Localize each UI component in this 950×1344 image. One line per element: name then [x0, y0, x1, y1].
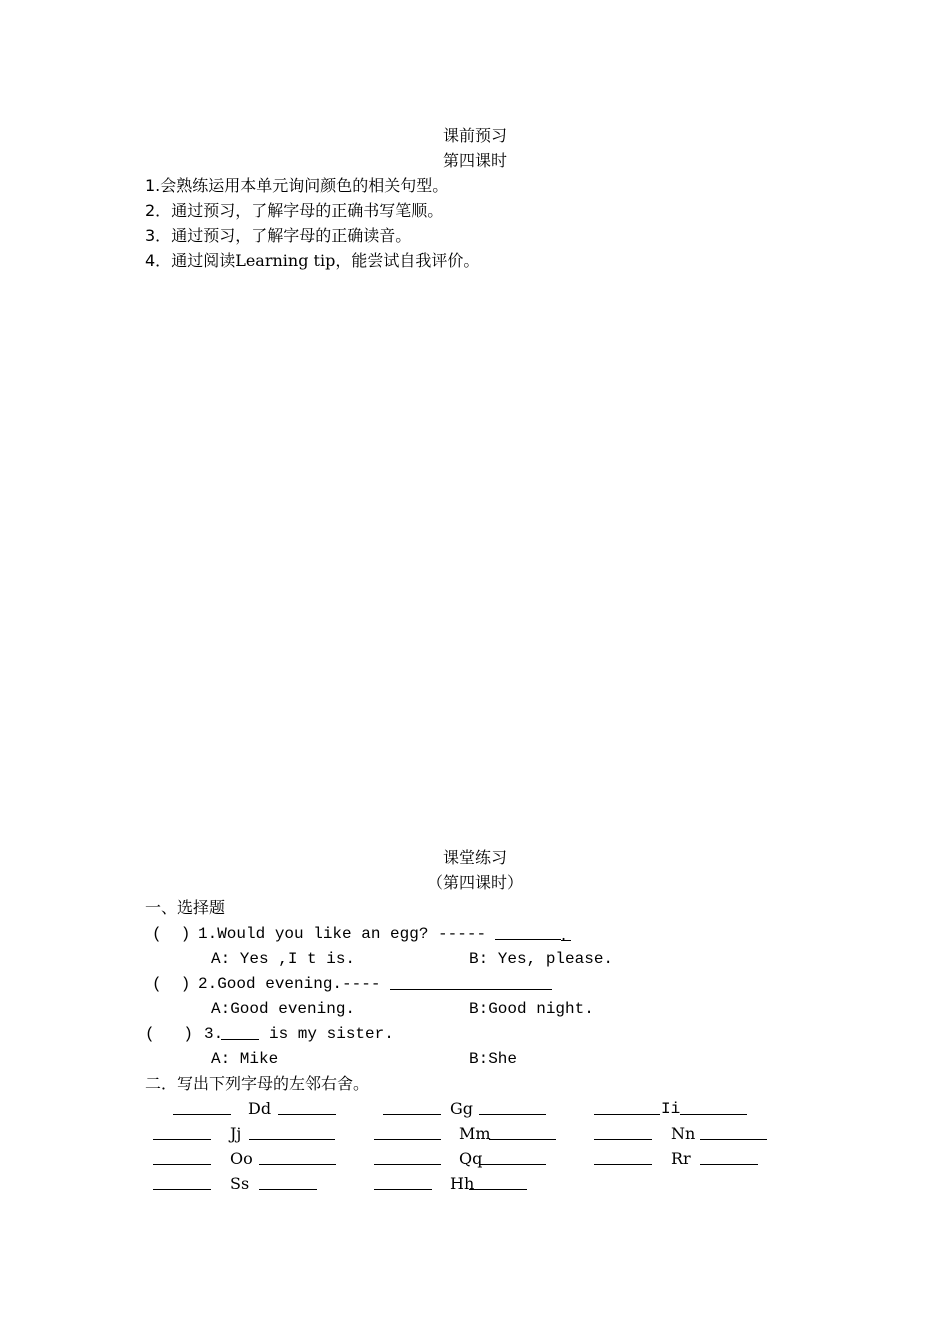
objective-number: 4．	[145, 251, 172, 270]
q1-end: .	[561, 925, 571, 941]
q2-option-b: B:Good night.	[469, 1000, 594, 1018]
objective-item	[145, 176, 448, 196]
letter-blank[interactable]	[374, 1124, 441, 1145]
q2-option-a: A:Good evening.	[211, 1000, 356, 1018]
q1-answer-blank[interactable]	[495, 924, 571, 945]
letter-blank[interactable]	[594, 1124, 652, 1145]
section2-heading: 二．写出下列字母的左邻右舍。	[145, 1074, 370, 1093]
letter-label: Ss	[230, 1174, 250, 1193]
letter-label: Dd	[248, 1099, 272, 1118]
objective-text: 通过预习，了解字母的正确书写笔顺。	[171, 201, 444, 220]
preview-title: 课前预习	[442, 126, 507, 145]
objective-number: 1.	[145, 176, 161, 195]
q2-stem: 2.Good evening.----	[198, 975, 381, 993]
letter-blank[interactable]	[153, 1149, 211, 1170]
objective-text: 通过阅读Learning tip，能尝试自我评价。	[171, 251, 480, 270]
letter-blank[interactable]	[700, 1149, 758, 1170]
q2-paren: ( )	[152, 975, 191, 993]
letter-blank[interactable]	[383, 1099, 441, 1120]
q1-option-b: B: Yes, please.	[469, 950, 614, 968]
letter-blank[interactable]	[489, 1124, 556, 1145]
letter-blank[interactable]	[594, 1099, 660, 1120]
letter-blank[interactable]	[374, 1174, 432, 1195]
objective-number: 3．	[145, 226, 172, 245]
letter-blank[interactable]	[700, 1124, 767, 1145]
letter-label: Jj	[230, 1124, 242, 1143]
q3-stem-pre: 3.	[204, 1025, 224, 1043]
letter-blank[interactable]	[278, 1099, 336, 1120]
objective-number: 2．	[145, 201, 172, 220]
letter-blank[interactable]	[153, 1124, 211, 1145]
objective-item	[145, 201, 443, 221]
letter-blank[interactable]	[469, 1174, 527, 1195]
letter-blank[interactable]	[374, 1149, 441, 1170]
q3-stem-post: is my sister.	[269, 1025, 394, 1043]
objective-item	[145, 226, 411, 246]
letter-label: Ii	[661, 1100, 681, 1118]
letter-blank[interactable]	[153, 1174, 211, 1195]
letter-label: Nn	[671, 1124, 696, 1143]
q3-option-b: B:She	[469, 1050, 518, 1068]
letter-blank[interactable]	[249, 1124, 335, 1145]
q1-paren: ( )	[152, 925, 191, 943]
section1-heading: 一、选择题	[145, 898, 226, 917]
letter-blank[interactable]	[259, 1149, 336, 1170]
letter-label: Hh	[450, 1174, 475, 1193]
letter-blank[interactable]	[479, 1149, 546, 1170]
letter-label: Qq	[459, 1149, 483, 1168]
preview-subtitle: 第四课时	[442, 151, 507, 170]
objective-text: 会熟练运用本单元询问颜色的相关句型。	[160, 176, 449, 195]
practice-title: 课堂练习	[442, 848, 507, 867]
objective-text: 通过预习，了解字母的正确读音。	[171, 226, 412, 245]
letter-label: Mm	[459, 1124, 491, 1143]
q1-option-a: A: Yes ,I t is.	[211, 950, 356, 968]
q3-answer-blank[interactable]	[221, 1024, 259, 1045]
objective-item	[145, 251, 479, 271]
letter-label: Rr	[671, 1149, 691, 1168]
letter-blank[interactable]	[173, 1099, 231, 1120]
letter-blank[interactable]	[259, 1174, 317, 1195]
letter-blank[interactable]	[594, 1149, 652, 1170]
practice-subtitle: （第四课时）	[426, 873, 523, 892]
letter-label: Gg	[450, 1099, 474, 1118]
letter-label: Oo	[230, 1149, 253, 1168]
q3-option-a: A: Mike	[211, 1050, 279, 1068]
q1-stem: 1.Would you like an egg? -----	[198, 925, 487, 943]
letter-blank[interactable]	[479, 1099, 546, 1120]
q3-paren: ( )	[145, 1025, 194, 1043]
q2-answer-blank[interactable]	[390, 974, 552, 995]
letter-blank[interactable]	[680, 1099, 747, 1120]
